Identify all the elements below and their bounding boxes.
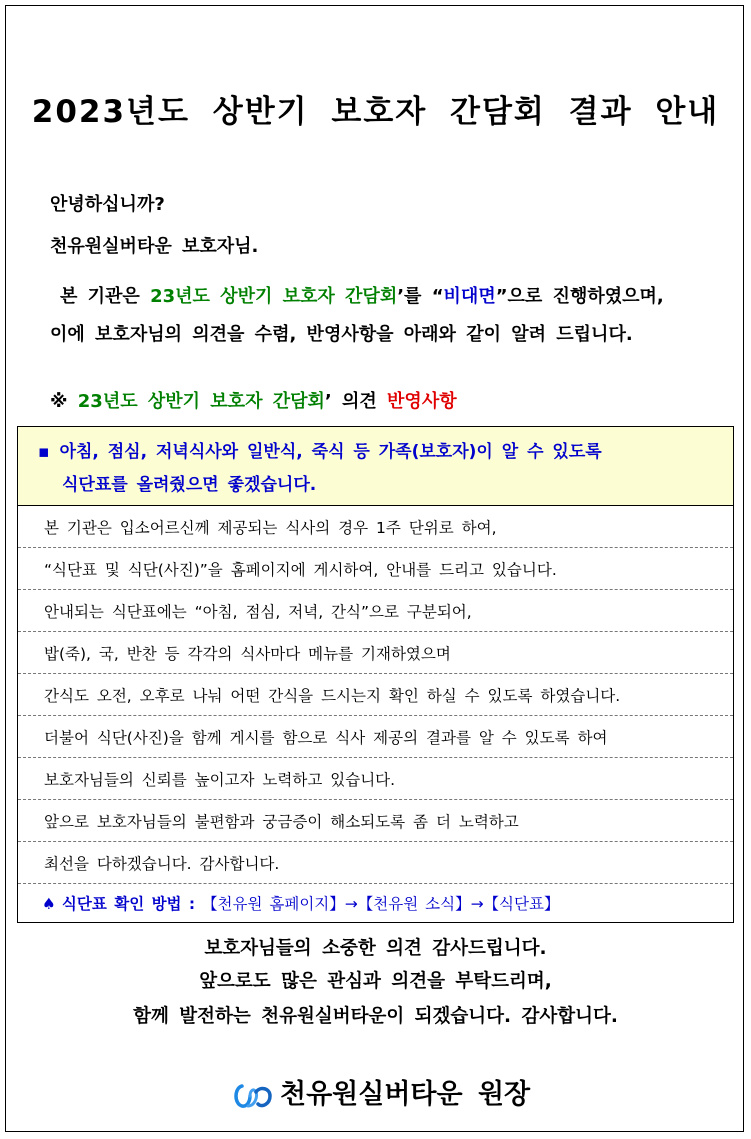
table-row [18,506,733,548]
table-row [18,716,733,758]
row-text: 보호자님들의 신뢰를 높이고자 노력하고 있습니다. [44,771,396,789]
document-title: 2023년도 상반기 보호자 간담회 결과 안내 [31,94,720,130]
signature-text: 천유원실버타운 원장 [280,1079,531,1110]
table-footer [18,885,733,922]
row-text: 안내되는 식단표에는 “아침, 점심, 저녁, 간식”으로 구분되어, [44,603,472,621]
footer-label: 식단표 확인 방법 : [61,895,196,913]
section-event-name: 23년도 상반기 보호자 간담회 [77,391,325,412]
feedback-table [17,426,734,923]
header-text-1: 아침, 점심, 저녁식사와 일반식, 죽식 등 가족(보호자)이 알 수 있도록 [59,442,602,462]
intro-text-a: 본 기관은 [60,286,151,307]
table-row [18,842,733,884]
row-text: 본 기관은 입소어르신께 제공되는 식사의 경우 1주 단위로 하여, [44,519,497,537]
reference-mark: ※ [50,391,78,412]
spade-icon: ♠ [42,895,56,913]
table-row [18,800,733,842]
table-row [18,590,733,632]
header-line-2: 식단표를 올려줬으면 좋겠습니다. [62,475,317,495]
greeting: 안녕하십니까? [50,194,165,215]
bullet-icon: ▪ [38,442,50,462]
signature [232,1072,530,1111]
intro-line-2: 이에 보호자님의 의견을 수렴, 반영사항을 아래와 같이 알려 드립니다. [50,324,633,345]
closing-line-3: 함께 발전하는 천유원실버타운이 되겠습니다. 감사합니다. [133,1006,618,1027]
intro-text-c: ’를 “ [397,286,444,307]
row-text: 더불어 식단(사진)을 함께 게시를 함으로 식사 제공의 결과를 알 수 있도록 하여 [44,729,608,747]
intro-text-e: ”으로 진행하였으며, [495,286,664,307]
row-text: 간식도 오전, 오후로 나눠 어떤 간식을 드시는지 확인 하실 수 있도록 하였습니다. [44,687,621,705]
table-header [18,427,733,506]
intro-noncontact: 비대면 [443,286,496,307]
section-heading [50,387,457,413]
table-row [18,632,733,674]
table-row [18,548,733,590]
intro-event-name: 23년도 상반기 보호자 간담회 [150,286,398,307]
table-row [18,758,733,800]
row-text: 밥(죽), 국, 반찬 등 각각의 식사마다 메뉴를 기재하였으며 [44,645,451,663]
row-text: “식단표 및 식단(사진)”을 홈페이지에 게시하여, 안내를 드리고 있습니다. [44,561,557,579]
addressee: 천유원실버타운 보호자님. [50,236,259,257]
row-text: 앞으로 보호자님들의 불편함과 궁금증이 해소되도록 좀 더 노력하고 [44,813,519,831]
closing-line-1: 보호자님들의 소중한 의견 감사드립니다. [204,938,547,959]
row-text: 최선을 다하겠습니다. 감사합니다. [44,855,280,873]
footer-path: 【천유원 홈페이지】→【천유원 소식】→【식단표】 [202,895,560,913]
table-row [18,674,733,716]
closing-line-2: 앞으로도 많은 관심과 의견을 부탁드리며, [199,971,552,992]
section-mid: ’ 의견 [324,391,388,412]
cheonyuwon-logo-icon [232,1082,272,1110]
footer-line [42,892,559,914]
intro-line-1 [60,282,664,308]
header-line-1 [38,437,602,462]
section-highlight: 반영사항 [387,391,457,412]
